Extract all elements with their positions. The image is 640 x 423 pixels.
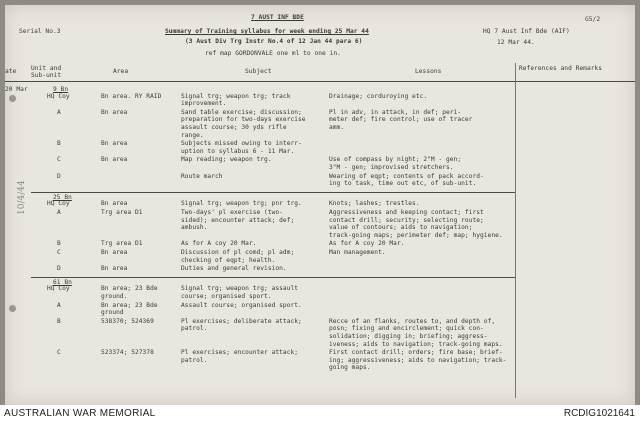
- lessons-line: Drainage; corduroying etc.: [329, 92, 428, 100]
- archive-id: RCDIG1021641: [563, 408, 635, 419]
- lessons-line: meter def; fire control; use of tracer: [329, 116, 473, 124]
- pencil-annotation: 10/4/44: [17, 180, 27, 215]
- lessons-line: contact drill; security; selecting route;: [329, 216, 484, 224]
- subject-line: patrol.: [181, 356, 208, 364]
- section-date: 20 Mar: [5, 86, 28, 93]
- lessons-line: Wearing of eqpt; contents of pack accord-: [329, 172, 484, 180]
- sub-unit-label: B: [57, 140, 61, 148]
- subject-line: Pl exercises; encounter attack;: [181, 349, 299, 357]
- sub-unit-label: HQ Coy: [47, 285, 70, 293]
- subject-line: Signal trg; weapon trg; pnr trg.: [181, 200, 302, 208]
- subject-line: Two-days' pl exercise (two-: [181, 209, 283, 216]
- lessons-line: Use of compass by night; 2"M - gen;: [329, 156, 462, 164]
- training-area: Bn area: [101, 200, 128, 208]
- lessons-line: Pl in adv, in attack, in def; peri-: [329, 108, 462, 116]
- subject-line: Signal trg; weapon trg; track: [181, 92, 291, 100]
- sub-unit-label: C: [57, 156, 61, 164]
- col-header-area: Area: [113, 68, 129, 75]
- punch-hole: [9, 95, 16, 102]
- archive-caption-bar: [0, 405, 640, 423]
- lessons-line: Man management.: [329, 249, 386, 256]
- lessons-line: Aggressiveness and keeping contact; first: [329, 209, 484, 216]
- lessons-line: Recce of an flanks, routes to, and depth of,: [329, 317, 496, 325]
- subject-line: uption to syllabus 6 - 11 Mar.: [181, 147, 295, 155]
- lessons-line: amm.: [329, 124, 345, 131]
- sub-unit-label: HQ Coy: [47, 92, 70, 100]
- subject-line: Assault course; organised sport.: [181, 301, 302, 309]
- sub-unit-label: A: [57, 108, 61, 116]
- section-rule: [31, 192, 515, 193]
- hq-line: HQ 7 Aust Inf Bde (AIF): [483, 28, 570, 35]
- lessons-line: track-going maps; perimeter def; map; hygiene.: [329, 231, 503, 239]
- sub-unit-label: HQ Coy: [47, 200, 70, 208]
- subject-line: ambush.: [181, 224, 208, 232]
- training-area: 523374; 527378: [101, 349, 154, 357]
- subject-line: patrol.: [181, 325, 208, 333]
- subject-line: Map reading; weapon trg.: [181, 156, 272, 164]
- punch-hole: [9, 305, 16, 312]
- document-subtitle: (3 Aust Div Trg Instr No.4 of 12 Jan 44 para 6): [185, 38, 363, 45]
- subject-line: Discussion of pl comd; pl adm;: [181, 249, 295, 256]
- lessons-line: solidation; digging in; briefing; aggress-: [329, 333, 488, 340]
- sub-unit-label: B: [57, 240, 61, 248]
- lessons-line: iveness; aids to navigation; track-going maps.: [329, 340, 503, 348]
- lessons-line: 3"M - gen; improvised stretchers.: [329, 164, 454, 171]
- lessons-line: Knots; lashes; trestles.: [329, 200, 420, 208]
- ref-map: ref map GORDONVALE one ml to one in.: [205, 50, 341, 57]
- section-rule: [31, 277, 515, 278]
- col-header-refs: References and Remarks: [519, 65, 603, 72]
- subject-line: preparation for two-days exercise: [181, 116, 306, 124]
- document-date: 12 Mar 44.: [497, 39, 535, 46]
- lessons-line: ing; aggressiveness; aids to navigation; track-: [329, 356, 507, 364]
- sub-unit-label: A: [57, 209, 61, 216]
- subject-line: Pl exercises; deliberate attack;: [181, 317, 302, 325]
- training-area: Trg area D1: [101, 209, 143, 216]
- training-area: Bn area: [101, 108, 128, 116]
- lessons-line: going maps.: [329, 364, 371, 372]
- training-area: Bn area: [101, 140, 128, 148]
- sub-unit-label: C: [57, 249, 61, 256]
- subject-line: Sand table exercise; discussion;: [181, 108, 302, 116]
- document-page: [5, 5, 635, 405]
- lessons-line: posn; fixing and encirclement; quick con-: [329, 325, 484, 333]
- battalion-heading: 25 Bn: [53, 193, 72, 201]
- training-area: Bn area: [101, 156, 128, 164]
- page-ref: G5/2: [585, 16, 601, 23]
- subject-line: As for A coy 20 Mar.: [181, 240, 257, 248]
- lessons-line: As for A coy 20 Mar.: [329, 240, 405, 248]
- sub-unit-label: D: [57, 265, 61, 273]
- training-area-cont: ground.: [101, 293, 128, 300]
- col-header-unit: Unit and: [31, 65, 62, 72]
- sub-unit-label: D: [57, 172, 61, 180]
- training-area: 538370; 524369: [101, 317, 154, 325]
- serial-number: Serial No.3: [19, 28, 61, 35]
- document-title: Summary of Training syllabus for week ending 25 Mar 44: [165, 28, 369, 35]
- refs-column-divider: [515, 63, 516, 398]
- subject-line: Route march: [181, 172, 223, 180]
- col-header-date: ate: [5, 68, 17, 75]
- training-area: Bn area. RY RAID: [101, 92, 162, 100]
- training-area: Bn area; 23 Bde: [101, 301, 158, 309]
- header-rule: [5, 81, 635, 82]
- subject-line: sided); encounter attack; def;: [181, 216, 295, 224]
- unit-heading: 7 AUST INF BDE: [251, 14, 304, 21]
- col-header-subject: Subject: [245, 68, 272, 75]
- training-area: Bn area: [101, 265, 128, 273]
- subject-line: checking of eqpt; health.: [181, 256, 276, 264]
- col-header-unit2: Sub-unit: [31, 72, 62, 79]
- training-area-cont: ground: [101, 309, 124, 317]
- lessons-line: First contact drill; orders; fire base; brief-: [329, 349, 503, 357]
- battalion-heading: 61 Bn: [53, 278, 72, 286]
- subject-line: range.: [181, 131, 204, 139]
- lessons-line: value of contours; aids to navigation;: [329, 224, 473, 232]
- sub-unit-label: C: [57, 349, 61, 357]
- subject-line: Duties and general revision.: [181, 265, 287, 273]
- subject-line: assault course; 30 yds rifle: [181, 124, 287, 131]
- battalion-heading: 9 Bn: [53, 86, 69, 93]
- subject-line: Subjects missed owing to interr-: [181, 140, 302, 148]
- training-area: Trg area D1: [101, 240, 143, 248]
- sub-unit-label: A: [57, 301, 61, 309]
- subject-line: Signal trg; weapon trg; assault: [181, 285, 299, 293]
- training-area: Bn area: [101, 249, 128, 256]
- sub-unit-label: B: [57, 317, 61, 325]
- training-area: Bn area; 23 Bde: [101, 285, 158, 293]
- col-header-lessons: Lessons: [415, 68, 442, 75]
- subject-line: course; organised sport.: [181, 293, 272, 300]
- archive-name: AUSTRALIAN WAR MEMORIAL: [4, 408, 156, 419]
- lessons-line: ing to task, time out etc, of sub-unit.: [329, 180, 477, 188]
- subject-line: improvement.: [181, 100, 227, 108]
